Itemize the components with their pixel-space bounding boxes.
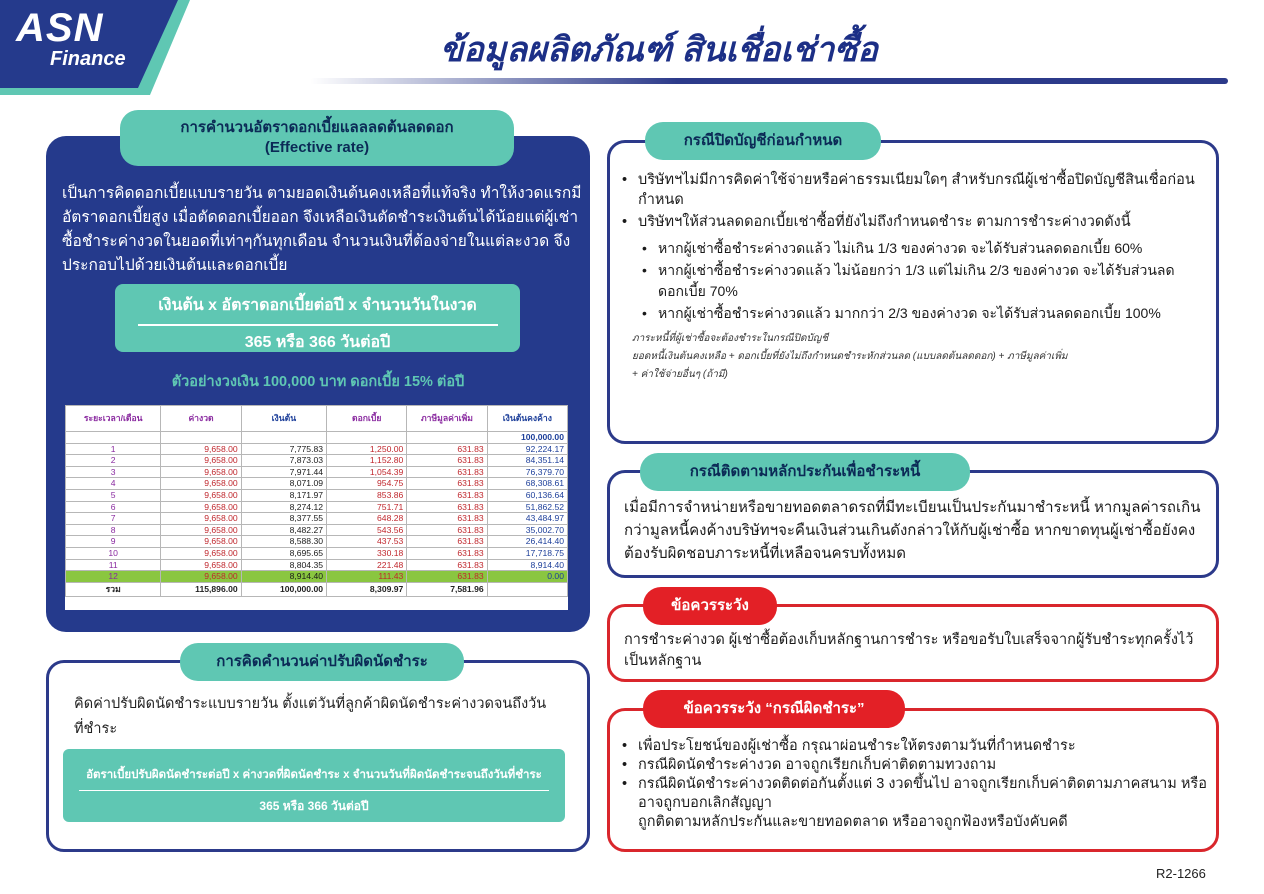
table-cell: 437.53 (327, 536, 407, 548)
caution-text: การชำระค่างวด ผู้เช่าซื้อต้องเก็บหลักฐานการชำระ หรือขอรับใบเสร็จจากผู้รับชำระทุกครั้งไว้เป็นหลักฐาน (624, 632, 1194, 669)
table-cell: 631.83 (407, 547, 487, 559)
amortization-table (65, 405, 568, 597)
table-cell: 7,971.44 (241, 466, 326, 478)
table-cell: 330.18 (327, 547, 407, 559)
table-cell: 8,071.09 (241, 478, 326, 490)
table-cell: 8,482.27 (241, 524, 326, 536)
list-item: • บริษัทฯไม่มีการคิดค่าใช้จ่ายหรือค่าธรรมเนียมใดๆ สำหรับกรณีผู้เช่าซื้อปิดบัญชีสินเชื่อก่อนกำหนด (622, 170, 1206, 210)
footer-code: R2-1266 (1156, 866, 1206, 881)
table-cell: 1,054.39 (327, 466, 407, 478)
list-item: • เพื่อประโยชน์ของผู้เช่าซื้อ กรุณาผ่อนชำระให้ตรงตามวันที่กำหนดชำระ (622, 737, 1210, 756)
table-cell: 8,588.30 (241, 536, 326, 548)
amortization-table-wrap (65, 405, 568, 610)
table-cell: 9,658.00 (161, 478, 241, 490)
effective-rate-formula (115, 284, 520, 352)
caution-title: ข้อควรระวัง (643, 587, 777, 625)
table-cell: 7,775.83 (241, 443, 326, 455)
amortization-table-body (66, 432, 568, 583)
table-cell: 51,862.52 (487, 501, 567, 513)
table-cell: 1 (66, 443, 161, 455)
penalty-description: คิดค่าปรับผิดนัดชำระแบบรายวัน ตั้งแต่วันที่ลูกค้าผิดนัดชำระค่างวดจนถึงวันที่ชำระ (74, 696, 547, 737)
penalty-formula-numerator: อัตราเบี้ยปรับผิดนัดชำระต่อปี x ค่างวดที่ผิดนัดชำระ x จำนวนวันที่ผิดนัดชำระจนถึงวันที่ชำระ (86, 769, 542, 781)
table-row (66, 513, 568, 525)
table-header: ค่างวด (161, 406, 241, 432)
caution-default-bullets (622, 737, 1210, 813)
note-line: ภาระหนี้ที่ผู้เช่าซื้อจะต้องชำระในกรณีปิดบัญชี (632, 333, 829, 344)
table-cell: 751.71 (327, 501, 407, 513)
table-cell: 9,658.00 (161, 536, 241, 548)
table-cell: 0.00 (487, 571, 567, 583)
table-cell: 5 (66, 489, 161, 501)
table-cell: 9,658.00 (161, 466, 241, 478)
table-cell: 8,695.65 (241, 547, 326, 559)
table-cell: 76,379.70 (487, 466, 567, 478)
logo-main-text: ASN (16, 6, 104, 50)
early-close-bullets (622, 170, 1206, 232)
table-cell: 60,136.64 (487, 489, 567, 501)
caution-default-title: ข้อควรระวัง “กรณีผิดชำระ” (643, 690, 905, 728)
table-cell: 9,658.00 (161, 501, 241, 513)
example-caption: ตัวอย่างวงเงิน 100,000 บาท ดอกเบี้ย 15% ต่อปี (171, 374, 465, 390)
total-label: รวม (66, 582, 161, 596)
early-close-title: กรณีปิดบัญชีก่อนกำหนด (645, 122, 881, 160)
table-cell: 1,250.00 (327, 443, 407, 455)
table-cell: 9,658.00 (161, 513, 241, 525)
table-header: ดอกเบี้ย (327, 406, 407, 432)
penalty-formula-denominator: 365 หรือ 366 วันต่อปี (259, 799, 369, 814)
list-item: • หากผู้เช่าซื้อชำระค่างวดแล้ว ไม่เกิน 1/3 ของค่างวด จะได้รับส่วนลดดอกเบี้ย 60% (642, 238, 1206, 259)
table-cell: 9,658.00 (161, 443, 241, 455)
table-cell: 853.86 (327, 489, 407, 501)
table-cell: 68,308.61 (487, 478, 567, 490)
collateral-title: กรณีติดตามหลักประกันเพื่อชำระหนี้ (640, 453, 970, 491)
table-cell: 6 (66, 501, 161, 513)
total-cell: 115,896.00 (161, 582, 241, 596)
table-cell: 8,377.55 (241, 513, 326, 525)
table-row-total (66, 582, 568, 596)
table-cell: 12 (66, 571, 161, 583)
list-item: • หากผู้เช่าซื้อชำระค่างวดแล้ว มากกว่า 2/3 ของค่างวด จะได้รับส่วนลดดอกเบี้ย 100% (642, 303, 1206, 324)
table-row (66, 559, 568, 571)
table-row (66, 501, 568, 513)
table-cell: 631.83 (407, 501, 487, 513)
table-cell: 631.83 (407, 466, 487, 478)
table-cell: 648.28 (327, 513, 407, 525)
note-line: ยอดหนี้เงินต้นคงเหลือ + ดอกเบี้ยที่ยังไม่ถึงกำหนดชำระหักส่วนลด (แบบลดต้นลดดอก) + ภาษีมูลค่าเพิ่ม (632, 351, 1068, 362)
table-cell: 631.83 (407, 489, 487, 501)
table-cell: 17,718.75 (487, 547, 567, 559)
table-cell: 43,484.97 (487, 513, 567, 525)
table-cell: 92,224.17 (487, 443, 567, 455)
table-row (66, 443, 568, 455)
table-cell: 9,658.00 (161, 559, 241, 571)
total-cell: 8,309.97 (327, 582, 407, 596)
list-item: • กรณีผิดนัดชำระค่างวด อาจถูกเรียกเก็บค่าติดตามทวงถาม (622, 756, 1210, 775)
table-cell: 8,171.97 (241, 489, 326, 501)
effective-rate-title (120, 110, 514, 166)
list-item: • หากผู้เช่าซื้อชำระค่างวดแล้ว ไม่น้อยกว่า 1/3 แต่ไม่เกิน 2/3 ของค่างวด จะได้รับส่วนลดดอกเบี้ย 70% (642, 260, 1206, 302)
list-item: • บริษัทฯให้ส่วนลดดอกเบี้ยเช่าซื้อที่ยังไม่ถึงกำหนดชำระ ตามการชำระค่างวดดังนี้ (622, 212, 1206, 232)
note-line: + ค่าใช้จ่ายอื่นๆ (ถ้ามี) (632, 369, 728, 380)
table-cell: 7 (66, 513, 161, 525)
opening-balance: 100,000.00 (487, 432, 567, 444)
penalty-title: การคิดคำนวนค่าปรับผิดนัดชำระ (180, 643, 464, 681)
table-cell: 26,414.40 (487, 536, 567, 548)
table-row (66, 571, 568, 583)
table-cell: 631.83 (407, 559, 487, 571)
table-row (66, 547, 568, 559)
table-cell: 8,804.35 (241, 559, 326, 571)
formula-numerator: เงินต้น x อัตราดอกเบี้ยต่อปี x จำนวนวันในงวด (158, 297, 477, 314)
table-cell: 9,658.00 (161, 571, 241, 583)
formula-denominator: 365 หรือ 366 วันต่อปี (244, 333, 391, 351)
penalty-formula (63, 749, 565, 822)
list-item: • กรณีผิดนัดชำระค่างวดติดต่อกันตั้งแต่ 3 งวดขึ้นไป อาจถูกเรียกเก็บค่าติดตามภาคสนาม หรือ อาจถูกบอกเลิกสัญญา (622, 775, 1210, 813)
table-row (66, 466, 568, 478)
table-row-opening-balance (66, 432, 568, 444)
table-header: ระยะเวลา/เดือน (66, 406, 161, 432)
table-cell: 9,658.00 (161, 489, 241, 501)
total-cell: 7,581.96 (407, 582, 487, 596)
total-cell: 100,000.00 (241, 582, 326, 596)
table-cell: 543.56 (327, 524, 407, 536)
early-close-sub-bullets (642, 238, 1206, 324)
table-cell: 954.75 (327, 478, 407, 490)
table-cell: 221.48 (327, 559, 407, 571)
table-cell: 631.83 (407, 443, 487, 455)
table-row (66, 524, 568, 536)
table-cell: 8,274.12 (241, 501, 326, 513)
caution-default-extra: ถูกติดตามหลักประกันและขายทอดตลาด หรืออาจถูกฟ้องหรือบังคับคดี (638, 814, 1068, 830)
table-cell: 631.83 (407, 513, 487, 525)
page-title: ข้อมูลผลิตภัณฑ์ สินเชื่อเช่าซื้อ (440, 31, 878, 69)
caution-default-content (622, 737, 1210, 832)
early-close-note (632, 330, 1206, 384)
effective-rate-description: เป็นการคิดดอกเบี้ยแบบรายวัน ตามยอดเงินต้นคงเหลือที่แท้จริง ทำให้งวดแรกมีอัตราดอกเบี้ยสูง เมื่อตัดดอกเบี้ยออก จึงเหลือเงินตัดชำระเงินต้นได้น้อยแต่ผู้เช่าซื้อชำระค่างวดในยอดที่เท่าๆกันทุกเดือน จำนวนเงินที่ต้องจ่ายในแต่ละงวด จึงประกอบไปด้วยเงินต้นและดอกเบี้ย (62, 185, 582, 274)
table-header: ภาษีมูลค่าเพิ่ม (407, 406, 487, 432)
logo-block (0, 0, 190, 95)
table-cell: 2 (66, 455, 161, 467)
table-header: เงินต้น (241, 406, 326, 432)
table-cell: 84,351.14 (487, 455, 567, 467)
table-cell: 631.83 (407, 478, 487, 490)
effective-rate-title-line2: (Effective rate) (264, 139, 370, 156)
table-header: เงินต้นคงค้าง (487, 406, 567, 432)
table-cell: 35,002.70 (487, 524, 567, 536)
table-cell: 9,658.00 (161, 455, 241, 467)
table-cell: 8 (66, 524, 161, 536)
logo-sub-text: Finance (50, 48, 126, 70)
table-cell: 111.43 (327, 571, 407, 583)
table-cell: 631.83 (407, 455, 487, 467)
table-cell: 3 (66, 466, 161, 478)
early-close-content (622, 170, 1206, 384)
table-row (66, 536, 568, 548)
table-row (66, 455, 568, 467)
collateral-text: เมื่อมีการจำหน่ายหรือขายทอดตลาดรถที่มีทะเบียนเป็นประกันมาชำระหนี้ หากมูลค่ารถเกินกว่ามูลหนี้คงค้างบริษัทฯจะคืนเงินส่วนเกินดังกล่าวให้กับผู้เช่าซื้อ หากขาดทุนผู้เช่าซื้อยังคงต้องรับผิดชอบภาระหนี้ที่เหลือจนครบทั้งหมด (624, 499, 1201, 562)
table-cell: 631.83 (407, 536, 487, 548)
table-cell: 9,658.00 (161, 524, 241, 536)
table-cell: 8,914.40 (487, 559, 567, 571)
title-underline (310, 78, 1228, 84)
table-cell: 7,873.03 (241, 455, 326, 467)
table-cell: 10 (66, 547, 161, 559)
table-cell: 1,152.80 (327, 455, 407, 467)
table-cell: 4 (66, 478, 161, 490)
table-row (66, 489, 568, 501)
logo (16, 8, 126, 70)
table-cell: 11 (66, 559, 161, 571)
formula-divider (138, 324, 498, 326)
table-cell: 9 (66, 536, 161, 548)
table-cell: 9,658.00 (161, 547, 241, 559)
table-cell: 8,914.40 (241, 571, 326, 583)
effective-rate-title-line1: การคำนวนอัตราดอกเบี้ยแลลลดต้นลดดอก (180, 119, 454, 136)
table-cell: 631.83 (407, 524, 487, 536)
table-cell: 631.83 (407, 571, 487, 583)
table-header-row (66, 406, 568, 432)
table-row (66, 478, 568, 490)
penalty-formula-divider (79, 790, 549, 791)
